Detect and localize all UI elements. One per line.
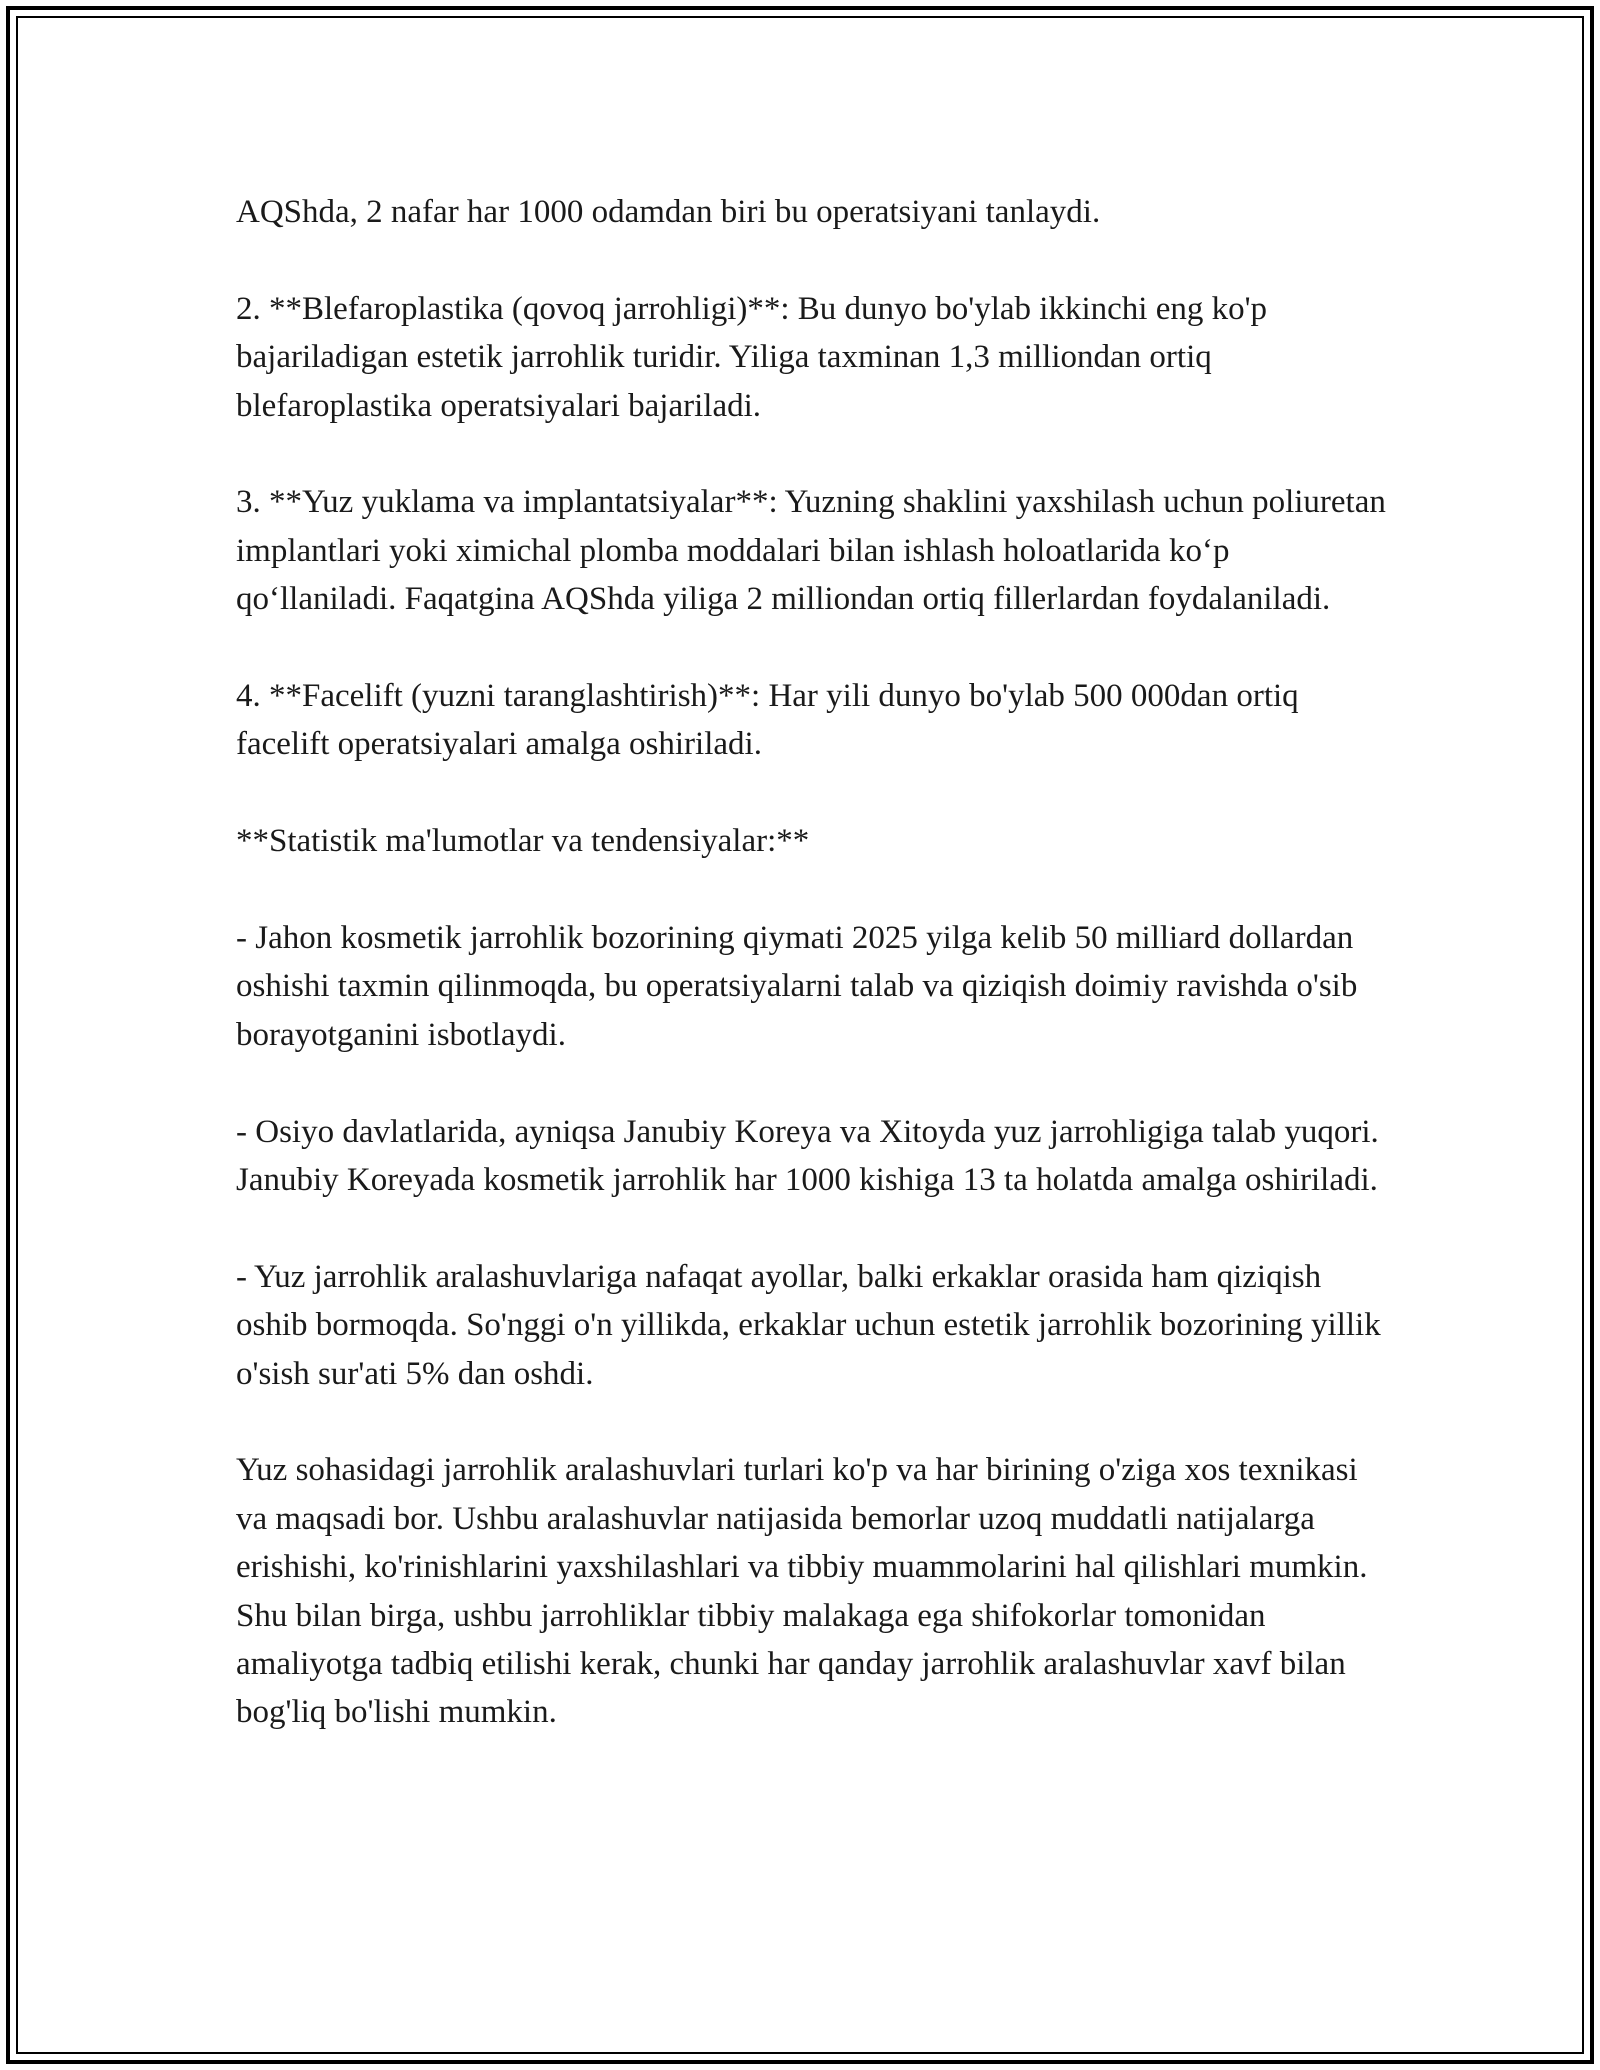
bullet-market-value: - Jahon kosmetik jarrohlik bozorining qiymati 2025 yilga kelib 50 milliard dollardan oshishi taxmin qilinmoqda, bu operatsiyalarni talab va qiziqish doimiy ravishda o'sib borayotganini isbotlaydi. bbox=[236, 920, 1358, 1053]
bullet-asia-demand: - Osiyo davlatlarida, ayniqsa Janubiy Koreya va Xitoyda yuz jarrohligiga talab yuqori. Janubiy Koreyada kosmetik jarrohlik har 1000 kishiga 13 ta holatda amalga oshiriladi. bbox=[236, 1113, 1379, 1199]
paragraph-implants: 3. **Yuz yuklama va implantatsiyalar**: Yuzning shaklini yaxshilash uchun poliuretan implantlari yoki ximichal plomba moddalari bilan ishlash holoatlarida ko‘p qo‘llaniladi. Faqatgina AQShda yiliga 2 milliondan ortiq fillerlardan foydalaniladi. bbox=[236, 484, 1386, 618]
paragraph-intro-line: AQShda, 2 nafar har 1000 odamdan biri bu operatsiyani tanlaydi. bbox=[236, 194, 1101, 230]
paragraph-conclusion: Yuz sohasidagi jarrohlik aralashuvlari turlari ko'p va har birining o'ziga xos texnikasi va maqsadi bor. Ushbu aralashuvlar natijasida bemorlar uzoq muddatli natijalarga erishishi, ko'rinishlarini yaxshilashlari va tibbiy muammolarini hal qilishlari mumkin. Shu bilan birga, ushbu jarrohliklar tibbiy malakaga ega shifokorlar tomonidan amaliyotga tadbiq etilishi kerak, chunki har qanday jarrohlik aralashuvlar xavf bilan bog'liq bo'lishi mumkin. bbox=[236, 1452, 1368, 1731]
bullet-men-interest: - Yuz jarrohlik aralashuvlariga nafaqat ayollar, balki erkaklar orasida ham qiziqish oshib bormoqda. So'nggi o'n yillikda, erkaklar uchun estetik jarrohlik bozorining yillik o'sish sur'ati 5% dan oshdi. bbox=[236, 1258, 1381, 1392]
paragraph-blefaroplastika: 2. **Blefaroplastika (qovoq jarrohligi)**: Bu dunyo bo'ylab ikkinchi eng ko'p bajariladigan estetik jarrohlik turidir. Yiliga taxminan 1,3 milliondan ortiq blefaroplastika operatsiyalari bajariladi. bbox=[236, 290, 1268, 424]
document-body bbox=[236, 188, 1386, 1737]
section-heading-statistics: **Statistik ma'lumotlar va tendensiyalar:** bbox=[236, 823, 810, 860]
paragraph-facelift: 4. **Facelift (yuzni taranglashtirish)**: Har yili dunyo bo'ylab 500 000dan ortiq facelift operatsiyalari amalga oshiriladi. bbox=[236, 678, 1299, 763]
